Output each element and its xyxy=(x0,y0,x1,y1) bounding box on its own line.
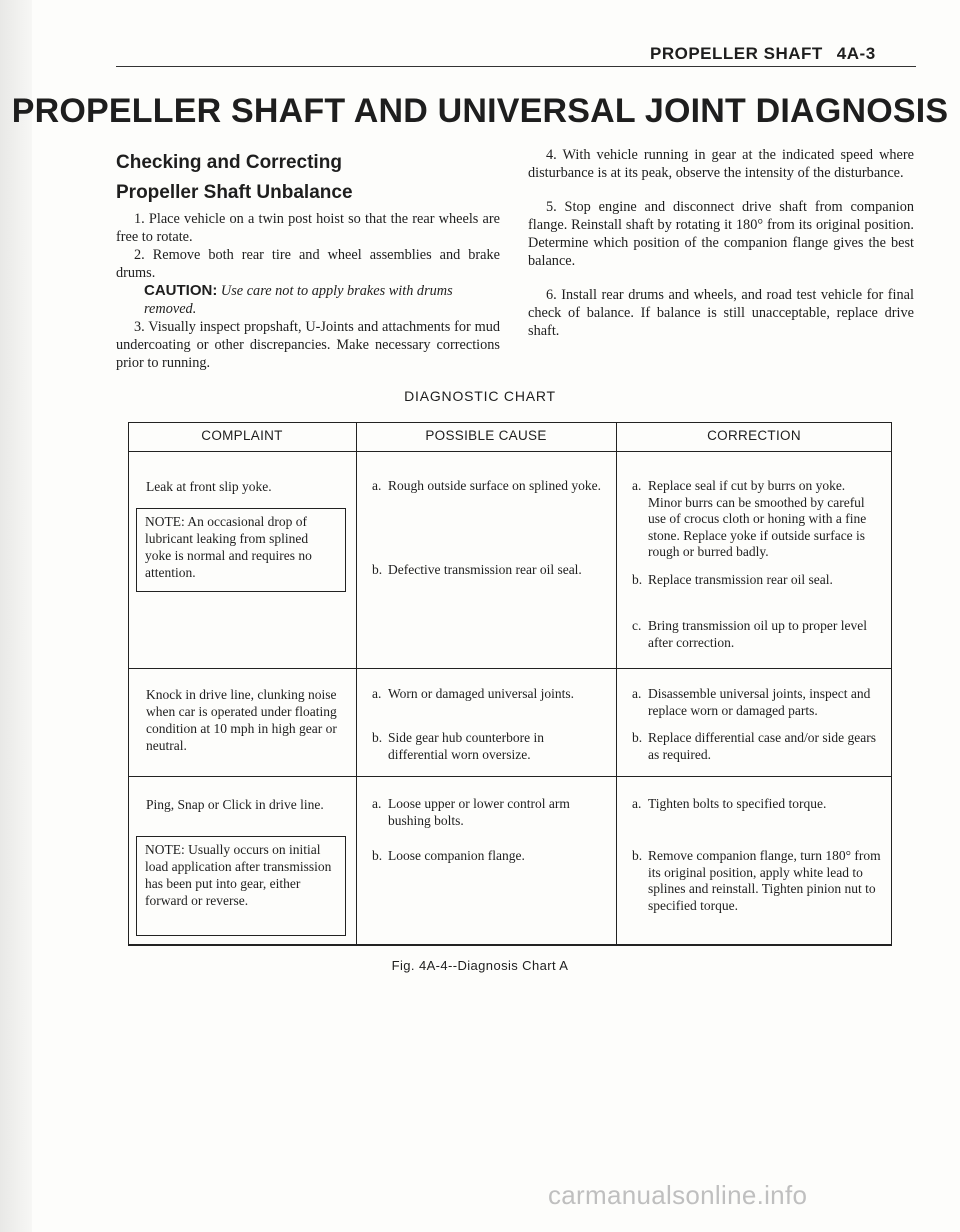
heading-unbalance: Propeller Shaft Unbalance xyxy=(116,182,353,203)
caution-note xyxy=(144,282,500,318)
section-name: PROPELLER SHAFT xyxy=(650,44,823,63)
correction-item xyxy=(632,572,882,589)
cause-item xyxy=(372,686,604,703)
complaint-note: NOTE: An occasional drop of lubricant leaking from splined yoke is normal and requires no attention. xyxy=(136,508,346,592)
cause-letter: b. xyxy=(372,730,383,745)
cause-item xyxy=(372,796,604,829)
correction-item xyxy=(632,848,882,914)
complaint-text: Knock in drive line, clunking noise when car is operated under floating condition at 10 mph in high gear or neutral. xyxy=(146,687,337,753)
header-correction: CORRECTION xyxy=(707,428,801,443)
correction-text: Tighten bolts to specified torque. xyxy=(648,796,827,811)
correction-item xyxy=(632,478,882,561)
complaint-text: Leak at front slip yoke. xyxy=(146,479,272,494)
cause-text: Loose upper or lower control arm bushing bolts. xyxy=(388,796,570,828)
step-5: 5. Stop engine and disconnect drive shaft from companion flange. Reinstall shaft by rotating it 180° from its original position. Determine which position of the companion flange gives the best balance. xyxy=(528,199,914,269)
cause-item xyxy=(372,562,604,579)
header-divider xyxy=(128,451,891,452)
row-divider xyxy=(128,668,891,669)
correction-letter: b. xyxy=(632,730,643,745)
cause-letter: a. xyxy=(372,478,382,493)
page-title: PROPELLER SHAFT AND UNIVERSAL JOINT DIAGNOSIS xyxy=(11,92,949,130)
right-column-text xyxy=(528,146,914,340)
correction-item xyxy=(632,730,882,763)
cause-item xyxy=(372,848,604,865)
step-4: 4. With vehicle running in gear at the indicated speed where disturbance is at its peak, observe the intensity of the disturbance. xyxy=(528,147,914,181)
correction-text: Replace seal if cut by burrs on yoke. Minor burrs can be smoothed by careful use of crocus cloth or honing with a fine stone. Replace yoke if outside surface is rough or burred badly. xyxy=(648,478,867,559)
diagnostic-chart xyxy=(128,422,892,946)
step-1: 1. Place vehicle on a twin post hoist so that the rear wheels are free to rotate. xyxy=(116,211,500,245)
cause-item xyxy=(372,478,604,495)
cause-letter: b. xyxy=(372,848,383,863)
correction-letter: a. xyxy=(632,686,642,701)
correction-item xyxy=(632,618,882,651)
step-6: 6. Install rear drums and wheels, and road test vehicle for final check of balance. If balance is still unacceptable, replace drive shaft. xyxy=(528,287,914,339)
watermark-text: carmanualsonline.info xyxy=(548,1180,808,1210)
caution-text: Use care not to apply brakes with drums removed. xyxy=(144,283,453,317)
header-complaint: COMPLAINT xyxy=(201,428,283,443)
cause-text: Worn or damaged universal joints. xyxy=(388,686,574,701)
header-rule xyxy=(116,66,916,67)
correction-text: Replace transmission rear oil seal. xyxy=(648,572,833,587)
page-number: 4A-3 xyxy=(836,44,876,63)
cause-item xyxy=(372,730,604,763)
correction-text: Remove companion flange, turn 180° from its original position, apply white lead to splines and reinstall. Tighten pinion nut to specified torque. xyxy=(648,848,881,913)
correction-text: Disassemble universal joints, inspect and replace worn or damaged parts. xyxy=(648,686,871,718)
step-2: 2. Remove both rear tire and wheel assemblies and brake drums. xyxy=(116,247,500,281)
correction-item xyxy=(632,686,882,719)
figure-caption: Fig. 4A-4--Diagnosis Chart A xyxy=(391,958,569,973)
cause-letter: a. xyxy=(372,686,382,701)
correction-letter: a. xyxy=(632,796,642,811)
correction-letter: a. xyxy=(632,478,642,493)
row-divider xyxy=(128,776,891,777)
caution-label: CAUTION: xyxy=(144,282,218,299)
heading-checking: Checking and Correcting xyxy=(116,152,342,173)
cause-letter: a. xyxy=(372,796,382,811)
correction-text: Bring transmission oil up to proper level after correction. xyxy=(648,618,867,650)
column-divider xyxy=(356,422,357,944)
chart-title: DIAGNOSTIC CHART xyxy=(404,388,556,404)
cause-text: Rough outside surface on splined yoke. xyxy=(388,478,601,493)
correction-letter: b. xyxy=(632,848,643,863)
page-edge-shadow xyxy=(0,0,32,1232)
left-column-text xyxy=(116,210,500,372)
cause-text: Side gear hub counterbore in differential worn oversize. xyxy=(388,730,544,762)
cause-text: Loose companion flange. xyxy=(388,848,525,863)
header-possible-cause: POSSIBLE CAUSE xyxy=(425,428,547,443)
running-header xyxy=(650,44,876,64)
column-divider xyxy=(616,422,617,944)
correction-letter: b. xyxy=(632,572,643,587)
correction-text: Replace differential case and/or side gears as required. xyxy=(648,730,877,762)
complaint-text: Ping, Snap or Click in drive line. xyxy=(146,797,324,812)
cause-letter: b. xyxy=(372,562,383,577)
correction-item xyxy=(632,796,882,813)
cause-text: Defective transmission rear oil seal. xyxy=(388,562,582,577)
correction-letter: c. xyxy=(632,618,642,633)
step-3: 3. Visually inspect propshaft, U-Joints and attachments for mud undercoating or other discrepancies. Make necessary corrections prior to running. xyxy=(116,319,500,371)
complaint-note: NOTE: Usually occurs on initial load application after transmission has been put into gear, either forward or reverse. xyxy=(136,836,346,936)
